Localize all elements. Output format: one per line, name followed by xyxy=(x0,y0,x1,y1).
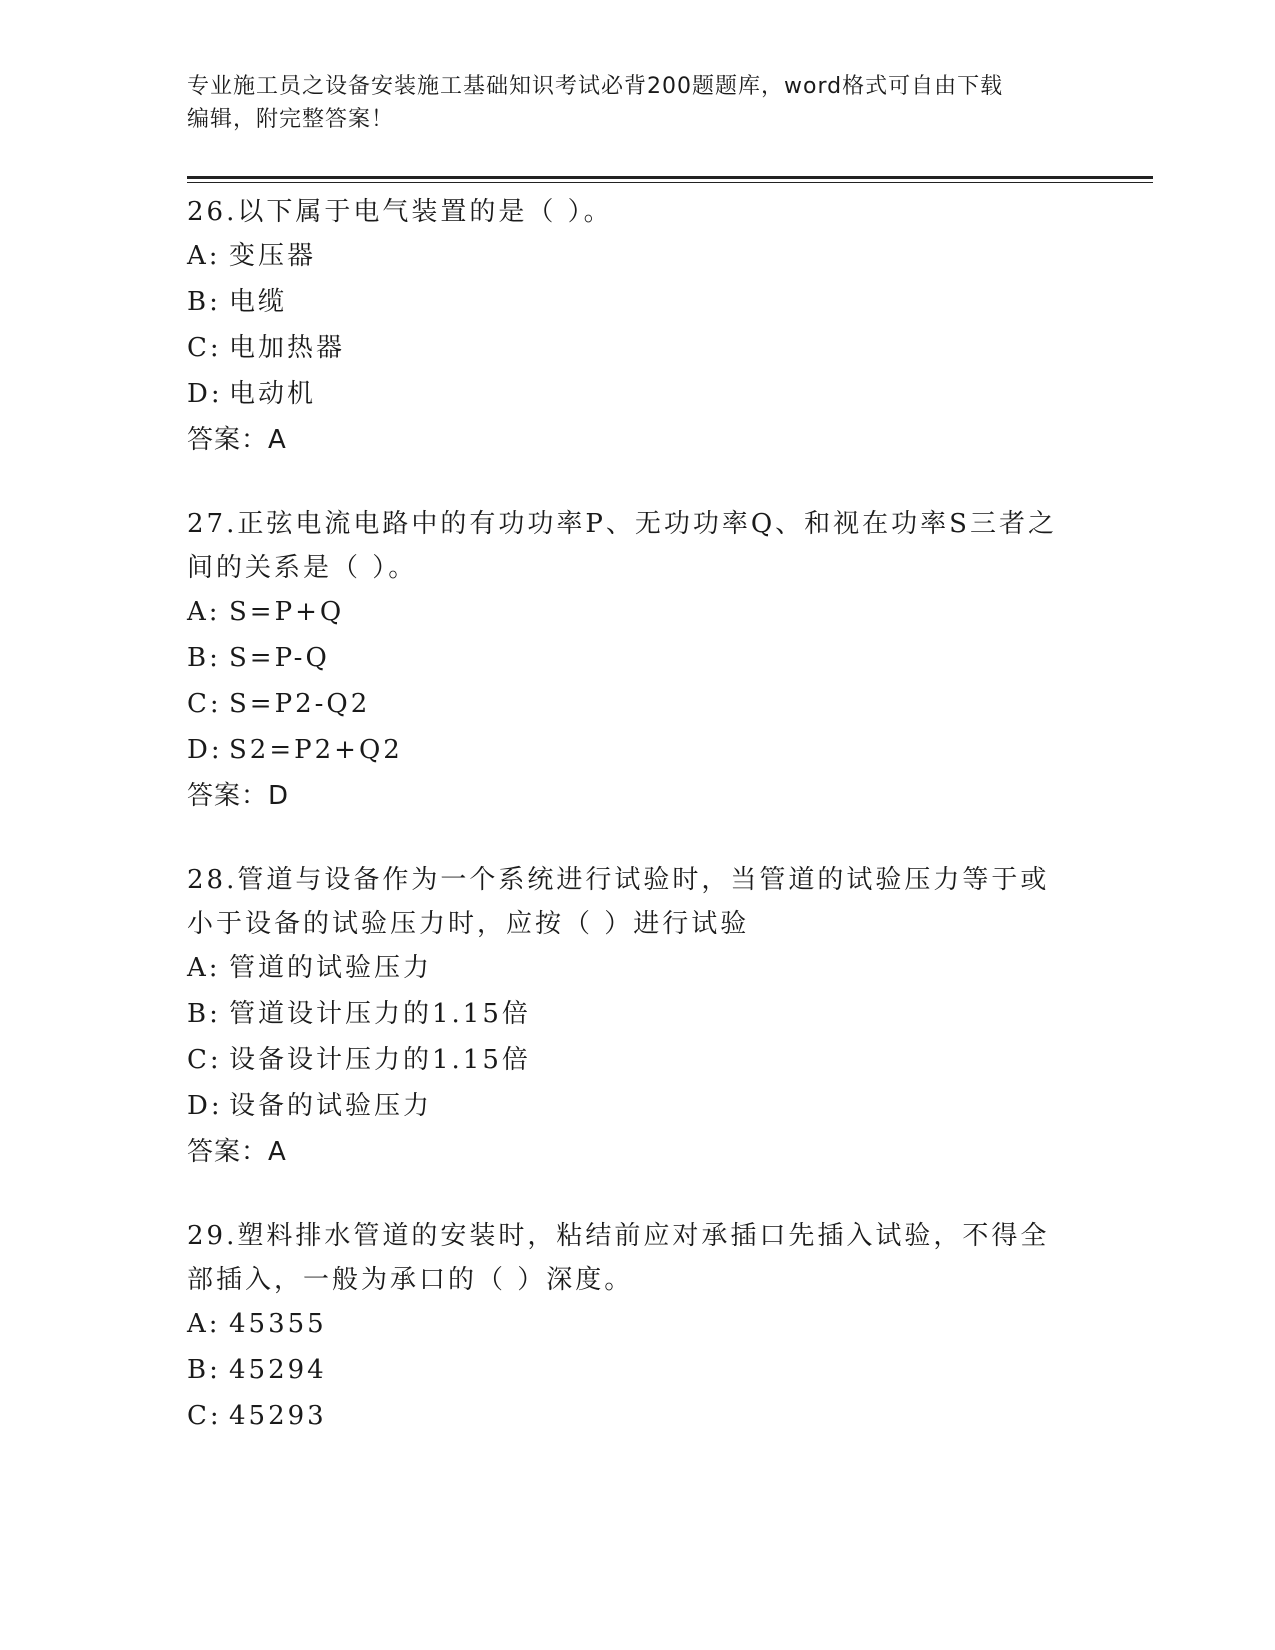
option-text: 管道设计压力的1.15倍 xyxy=(229,999,531,1029)
question-28 xyxy=(187,858,1067,1174)
question-stem: 29.塑料排水管道的安装时，粘结前应对承插口先插入试验，不得全部插入，一般为承口的（ ）深度。 xyxy=(187,1221,1050,1295)
answer-line: 答案：D xyxy=(187,781,290,811)
option-b xyxy=(187,636,1067,682)
option-a xyxy=(187,946,1067,992)
option-text: 45294 xyxy=(229,1355,327,1385)
question-list xyxy=(187,190,1067,1480)
option-text: 变压器 xyxy=(229,241,317,271)
option-text: S=P+Q xyxy=(229,597,345,627)
option-a xyxy=(187,234,1067,280)
option-text: 45355 xyxy=(229,1309,327,1339)
option-text: S=P2-Q2 xyxy=(229,689,371,719)
option-text: 电动机 xyxy=(229,379,317,409)
option-label: A: xyxy=(187,241,221,271)
question-stem: 27.正弦电流电路中的有功功率P、无功功率Q、和视在功率S三者之间的关系是（ ）。 xyxy=(187,509,1057,583)
header-line-2: 编辑，附完整答案！ xyxy=(187,107,395,132)
option-b xyxy=(187,992,1067,1038)
option-label: C: xyxy=(187,333,222,363)
option-a xyxy=(187,1302,1067,1348)
option-text: S2=P2+Q2 xyxy=(229,735,403,765)
option-b xyxy=(187,1348,1067,1394)
option-label: B: xyxy=(187,287,221,317)
option-label: B: xyxy=(187,1355,221,1385)
option-text: S=P-Q xyxy=(229,643,330,673)
header-divider-thick xyxy=(187,176,1153,179)
option-label: B: xyxy=(187,999,221,1029)
question-27 xyxy=(187,502,1067,818)
option-label: A: xyxy=(187,597,221,627)
option-text: 电加热器 xyxy=(229,333,346,363)
option-label: A: xyxy=(187,1309,221,1339)
question-29 xyxy=(187,1214,1067,1440)
option-label: C: xyxy=(187,689,222,719)
option-label: D: xyxy=(187,735,223,765)
option-text: 45293 xyxy=(229,1401,327,1431)
header-divider-thin xyxy=(187,182,1153,183)
option-a xyxy=(187,590,1067,636)
answer-line: 答案：A xyxy=(187,1137,287,1167)
option-c xyxy=(187,1038,1067,1084)
option-d xyxy=(187,1084,1067,1130)
option-b xyxy=(187,280,1067,326)
option-d xyxy=(187,728,1067,774)
question-stem: 26.以下属于电气装置的是（ ）。 xyxy=(187,197,613,227)
option-c xyxy=(187,1394,1067,1440)
question-stem: 28.管道与设备作为一个系统进行试验时，当管道的试验压力等于或小于设备的试验压力时，应按（ ）进行试验 xyxy=(187,865,1050,939)
document-header xyxy=(187,70,1067,136)
option-d xyxy=(187,372,1067,418)
question-26 xyxy=(187,190,1067,462)
option-text: 管道的试验压力 xyxy=(229,953,433,983)
option-label: D: xyxy=(187,1091,223,1121)
option-label: D: xyxy=(187,379,223,409)
answer-line: 答案：A xyxy=(187,425,287,455)
option-c xyxy=(187,682,1067,728)
option-text: 设备的试验压力 xyxy=(229,1091,433,1121)
option-label: A: xyxy=(187,953,221,983)
option-label: C: xyxy=(187,1401,222,1431)
option-text: 设备设计压力的1.15倍 xyxy=(229,1045,531,1075)
option-label: C: xyxy=(187,1045,222,1075)
option-text: 电缆 xyxy=(229,287,288,317)
option-c xyxy=(187,326,1067,372)
header-line-1: 专业施工员之设备安装施工基础知识考试必背200题题库，word格式可自由下载 xyxy=(187,74,1004,99)
option-label: B: xyxy=(187,643,221,673)
